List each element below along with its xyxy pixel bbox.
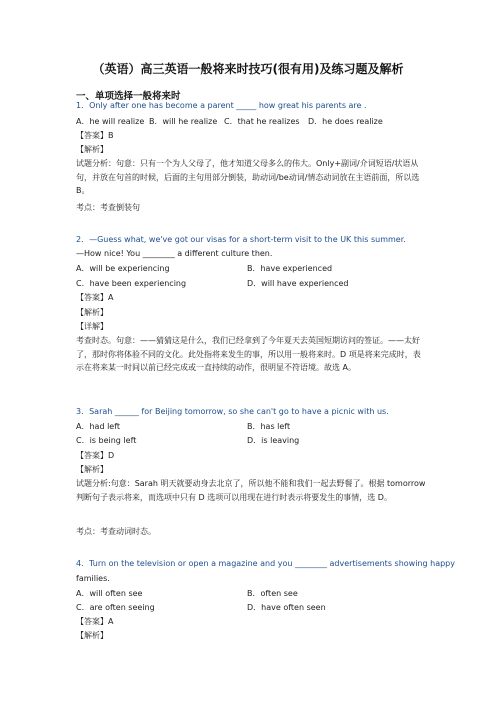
q2-analysis-label: 【解析】: [76, 308, 108, 317]
q1-analysis-label: 【解析】: [76, 145, 108, 154]
q1-option-d: D．he does realize: [308, 117, 383, 126]
question-1-stem: 1．Only after one has become a parent _____ how great his parents are .: [76, 101, 367, 110]
q3-analysis-label: 【解析】: [76, 465, 108, 474]
question-4-stem: 4．Turn on the television or open a magazine and you ________ advertisements showing happy: [76, 559, 455, 568]
q4-analysis-label: 【解析】: [76, 631, 108, 640]
q3-option-d: D．is leaving: [247, 436, 300, 445]
question-3-stem: 3．Sarah ______ for Beijing tomorrow, so she can't go to have a picnic with us.: [76, 407, 389, 416]
q1-option-a: A．he will realize: [76, 117, 145, 126]
q3-explanation: 试题分析:句意：Sarah 明天就要动身去北京了，所以他不能和我们一起去野餐了。根据 tomorrow 判断句子表示将来，而选项中只有 D 选项可以用现在进行时表示将要发生的事情，选 D。: [76, 479, 426, 502]
question-4-stem-line2: families.: [76, 574, 110, 583]
q4-option-a: A．will often see: [76, 589, 143, 598]
page-title: （英语）高三英语一般将来时技巧(很有用)及练习题及解析: [92, 62, 404, 76]
q2-detail-label: 【详解】: [76, 322, 108, 331]
question-2-stem: 2．—Guess what, we've got our visas for a short-term visit to the UK this summer.: [76, 235, 406, 244]
q2-option-c: C．have been experiencing: [76, 279, 187, 288]
q4-answer: 【答案】A: [76, 617, 114, 626]
q2-option-d: D．will have experienced: [247, 279, 349, 288]
q1-answer: 【答案】B: [76, 131, 114, 140]
q1-option-c: C．that he realizes: [224, 117, 300, 126]
q3-option-b: B．has left: [247, 422, 291, 431]
q1-point: 考点：考查倒装句: [76, 203, 140, 212]
section-heading: 一、单项选择一般将来时: [76, 91, 181, 102]
q3-answer: 【答案】D: [76, 451, 115, 460]
q4-option-c: C．are often seeing: [76, 603, 155, 612]
q3-option-c: C．is being left: [76, 436, 137, 445]
q2-option-a: A．will be experiencing: [76, 264, 170, 273]
q2-explanation: 考查时态。句意：——猜猜这是什么，我们已经拿到了今年夏天去英国短期访问的签证。——太好了，那时你将体验不同的文化。此处指将来发生的事，所以用一般将来时。D 项是将来完成时，表示在将来某一时间以前已经完成或一直持续的动作，很明显不符语境。故选 A。: [76, 336, 421, 372]
q1-explanation: 试题分析：句意：只有一个为人父母了，他才知道父母多么的伟大。Only+副词/介词短语/状语从句，并放在句首的时候，后面的主句用部分倒装，助动词/be动词/情态动词放在主语前面，所以选 B。: [76, 159, 420, 195]
q4-option-d: D．have often seen: [247, 603, 326, 612]
q3-option-a: A．had left: [76, 422, 121, 431]
q3-point: 考点：考查动词时态。: [76, 527, 156, 536]
q2-answer: 【答案】A: [76, 293, 114, 302]
q1-option-b: B．will he realize: [149, 117, 218, 126]
q4-option-b: B．often see: [247, 589, 298, 598]
question-2-stem-line2: —How nice! You ________ a different culture then.: [76, 249, 273, 258]
q2-option-b: B．have experienced: [247, 264, 333, 273]
